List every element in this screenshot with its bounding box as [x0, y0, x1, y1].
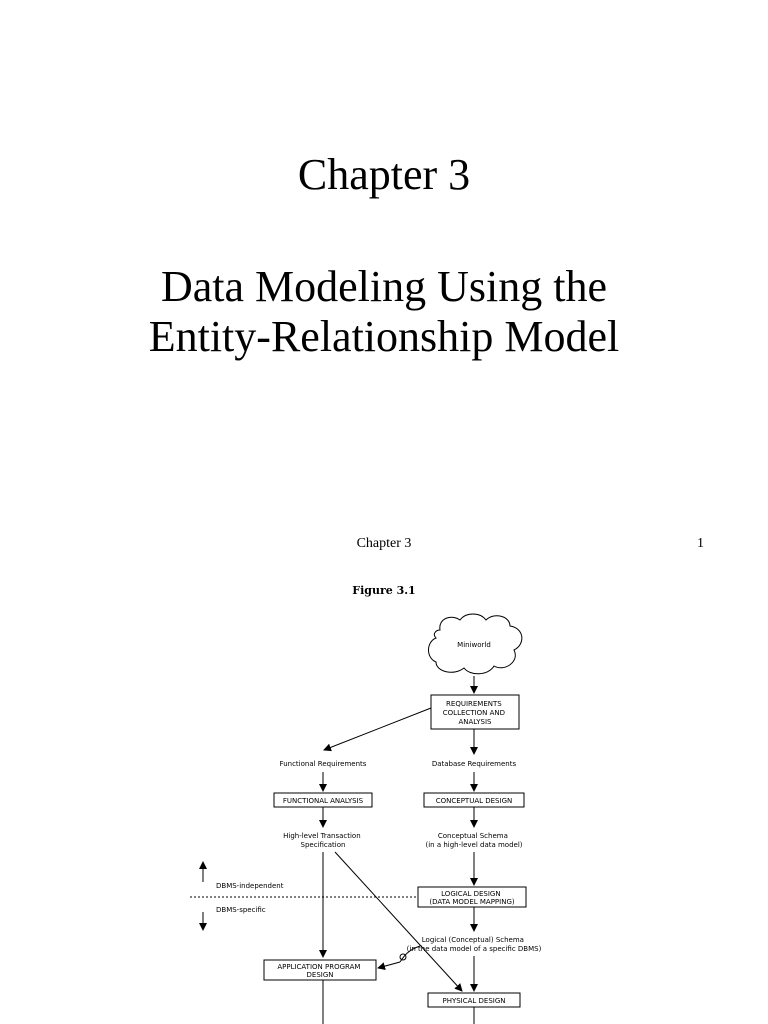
- arrow: [324, 708, 431, 750]
- requirements-label: REQUIREMENTS COLLECTION AND ANALYSIS: [442, 700, 505, 726]
- chapter-title: Chapter 3: [297, 150, 471, 199]
- logical-schema-label: Logical (Conceptual) Schema (in the data model of a specific DBMS): [406, 936, 542, 953]
- transaction-specification-label: High-level Transaction Specification: [283, 832, 361, 849]
- dbms-specific-label: DBMS-specific: [216, 906, 266, 914]
- functional-requirements-label: Functional Requirements: [279, 760, 367, 768]
- arrow: [378, 962, 400, 968]
- logical-design-label: LOGICAL DESIGN (DATA MODEL MAPPING): [429, 890, 515, 906]
- database-requirements-label: Database Requirements: [431, 760, 517, 768]
- conceptual-schema-label: Conceptual Schema (in a high-level data model): [425, 832, 523, 849]
- physical-design-label: PHYSICAL DESIGN: [442, 997, 506, 1005]
- subtitle-line: Data Modeling Using the: [160, 262, 608, 311]
- miniworld-label: Miniworld: [457, 641, 491, 649]
- page-number: 1: [697, 536, 704, 551]
- chapter-subtitle: [0, 262, 768, 362]
- conceptual-design-label: CONCEPTUAL DESIGN: [435, 797, 513, 805]
- subtitle-line: Entity-Relationship Model: [148, 312, 620, 361]
- database-design-diagram: [0, 600, 768, 1024]
- figure-title: Figure 3.1: [352, 584, 416, 597]
- dbms-independent-label: DBMS-independent: [216, 882, 284, 890]
- functional-analysis-label: FUNCTIONAL ANALYSIS: [282, 797, 364, 805]
- application-program-design-label: APPLICATION PROGRAM DESIGN: [277, 963, 361, 979]
- footer-chapter-label: Chapter 3: [356, 536, 412, 551]
